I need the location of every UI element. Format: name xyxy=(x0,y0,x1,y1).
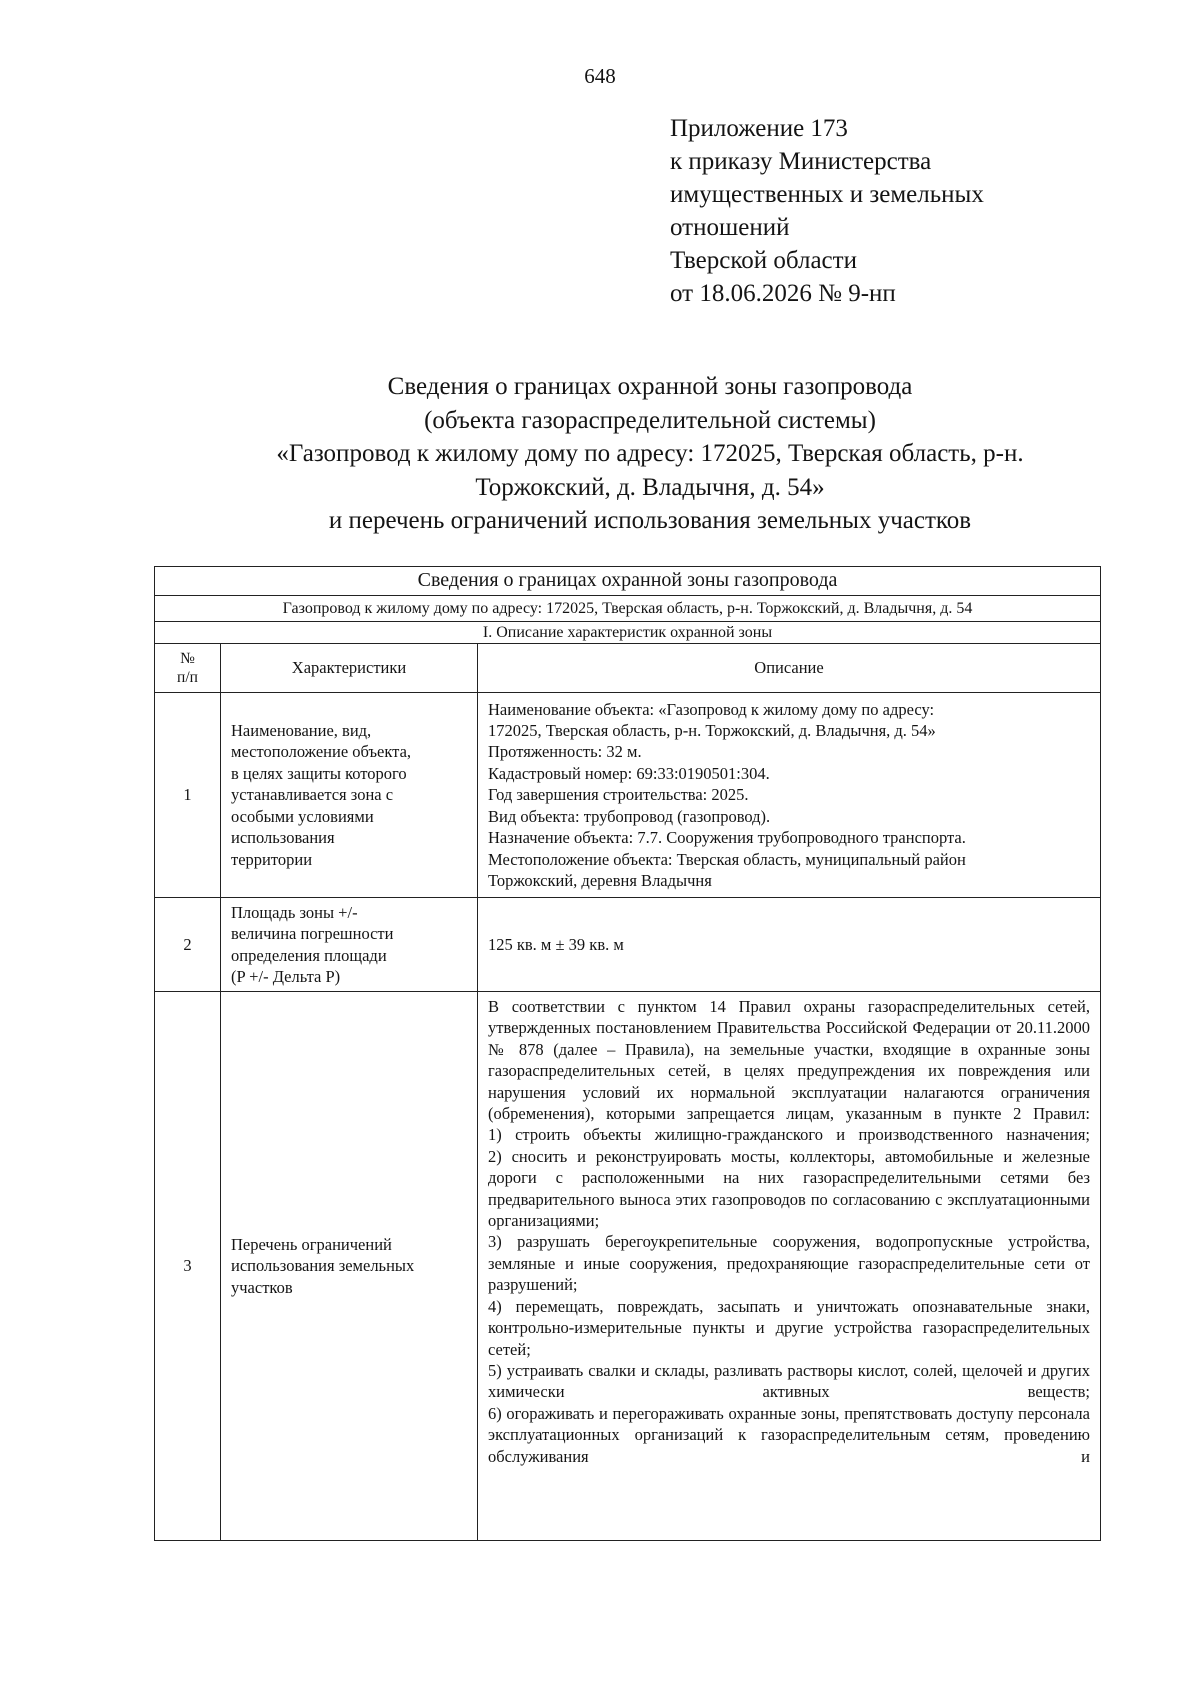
annex-line: Тверской области xyxy=(670,247,857,274)
object-name-row xyxy=(155,596,1101,622)
characteristic-line: Площадь зоны +/- xyxy=(231,902,358,922)
characteristic-line: Перечень ограничений xyxy=(231,1234,392,1254)
title-line: и перечень ограничений использования земельных участков xyxy=(328,507,972,534)
characteristic-line: использования xyxy=(231,828,335,848)
description-line: Наименование объекта: «Газопровод к жилому дому по адресу: xyxy=(488,699,935,719)
title-line: (объекта газораспределительной системы) xyxy=(424,406,876,434)
description-line: Год завершения строительства: 2025. xyxy=(488,785,749,805)
row-description xyxy=(478,693,1101,898)
table-row xyxy=(155,992,1101,1541)
section-title: I. Описание характеристик охранной зоны xyxy=(155,622,1101,644)
column-header-num-line1: № xyxy=(180,650,195,667)
row-description xyxy=(478,898,1101,992)
description-line: Торжокский, деревня Владычня xyxy=(488,870,712,890)
row-number: 1 xyxy=(155,693,221,898)
annex-line: имущественных и земельных xyxy=(670,181,984,208)
restriction-paragraph: В соответствии с пунктом 14 Правил охраны газораспределительных сетей, утвержденных постановлением Правительства Российской Федерации от 20.11.2000 № 878 (далее – Правила), на земельные участки, входящие в охранные зоны газораспределительных сетей, в целях предупреждения их повреждения или нарушения условий их нормальной эксплуатации налагаются ограничения (обременения), которыми запрещается лицам, указанным в пункте 2 Правил: xyxy=(488,997,1090,1124)
description-line: Местоположение объекта: Тверская область, муниципальный район xyxy=(488,849,966,869)
annex-line: от 18.06.2026 № 9-нп xyxy=(670,280,896,307)
annex-line: Приложение 173 xyxy=(670,115,848,142)
column-header-num-line2: п/п xyxy=(177,669,198,686)
restriction-paragraph: 3) разрушать берегоукрепительные сооружения, водопропускные устройства, земляные и иные сооружения, предохраняющие газораспределительные сети от разрушений; xyxy=(488,1232,1090,1295)
page-number: 648 xyxy=(584,64,616,88)
characteristic-line: участков xyxy=(231,1277,293,1297)
characteristic-line: Наименование, вид, xyxy=(231,721,372,741)
description-line: Назначение объекта: 7.7. Сооружения трубопроводного транспорта. xyxy=(488,828,966,848)
title-line: «Газопровод к жилому дому по адресу: 172025, Тверская область, р-н. xyxy=(276,440,1024,467)
zone-info-table xyxy=(154,566,1101,1541)
restriction-paragraph: 2) сносить и реконструировать мосты, коллекторы, автомобильные и железные дороги с расположенными на них газораспределительными сетями без предварительного выноса этих газопроводов по согласованию с эксплуатационными организациями; xyxy=(488,1146,1090,1231)
row-characteristic xyxy=(221,992,478,1541)
table-row xyxy=(155,693,1101,898)
document-title xyxy=(100,370,1200,538)
characteristic-line: местоположение объекта, xyxy=(231,742,412,762)
description-line: Протяженность: 32 м. xyxy=(488,742,642,762)
annex-line: к приказу Министерства xyxy=(670,148,932,175)
table-row xyxy=(155,898,1101,992)
restriction-paragraph: 5) устраивать свалки и склады, разливать растворы кислот, солей, щелочей и других химически активных веществ; xyxy=(488,1360,1090,1402)
row-number: 3 xyxy=(155,992,221,1541)
table-header-row xyxy=(155,567,1101,596)
row-characteristic xyxy=(221,898,478,992)
description-line: 172025, Тверская область, р-н. Торжокский, д. Владычня, д. 54» xyxy=(488,721,936,741)
characteristic-line: особыми условиями xyxy=(231,806,374,826)
description-line: Вид объекта: трубопровод (газопровод). xyxy=(488,806,771,826)
restriction-paragraph: 6) огораживать и перегораживать охранные зоны, препятствовать доступу персонала эксплуатационных организаций к газораспределительным сетям, проведению обслуживания и xyxy=(488,1403,1090,1466)
section-row xyxy=(155,622,1101,644)
annex-block xyxy=(670,112,984,310)
column-header-characteristics: Характеристики xyxy=(221,644,478,693)
table-header: Сведения о границах охранной зоны газопровода xyxy=(155,567,1101,596)
characteristic-line: территории xyxy=(231,849,313,869)
title-line: Торжокский, д. Владычня, д. 54» xyxy=(475,473,825,501)
description-line: 125 кв. м ± 39 кв. м xyxy=(488,934,624,954)
description-line: Кадастровый номер: 69:33:0190501:304. xyxy=(488,763,770,783)
characteristic-line: величина погрешности xyxy=(231,924,394,944)
column-header-description: Описание xyxy=(478,644,1101,693)
column-header-row xyxy=(155,644,1101,693)
restriction-paragraph: 1) строить объекты жилищно-гражданского и производственного назначения; xyxy=(488,1125,1090,1145)
characteristic-line: определения площади xyxy=(231,945,387,965)
characteristic-line: устанавливается зона с xyxy=(231,785,394,805)
restriction-paragraph: 4) перемещать, повреждать, засыпать и уничтожать опознавательные знаки, контрольно-измерительные пункты и другие устройства газораспределительных сетей; xyxy=(488,1296,1090,1359)
annex-line: отношений xyxy=(670,214,790,241)
title-line: Сведения о границах охранной зоны газопровода xyxy=(387,373,913,400)
characteristic-line: в целях защиты которого xyxy=(231,763,407,783)
characteristic-line: (P +/- Дельта P) xyxy=(231,966,341,986)
row-characteristic xyxy=(221,693,478,898)
object-name: Газопровод к жилому дому по адресу: 172025, Тверская область, р-н. Торжокский, д. Владычня, д. 54 xyxy=(155,596,1101,622)
row-number: 2 xyxy=(155,898,221,992)
column-header-num xyxy=(155,644,221,693)
characteristic-line: использования земельных xyxy=(231,1256,415,1276)
row-description xyxy=(478,992,1101,1541)
